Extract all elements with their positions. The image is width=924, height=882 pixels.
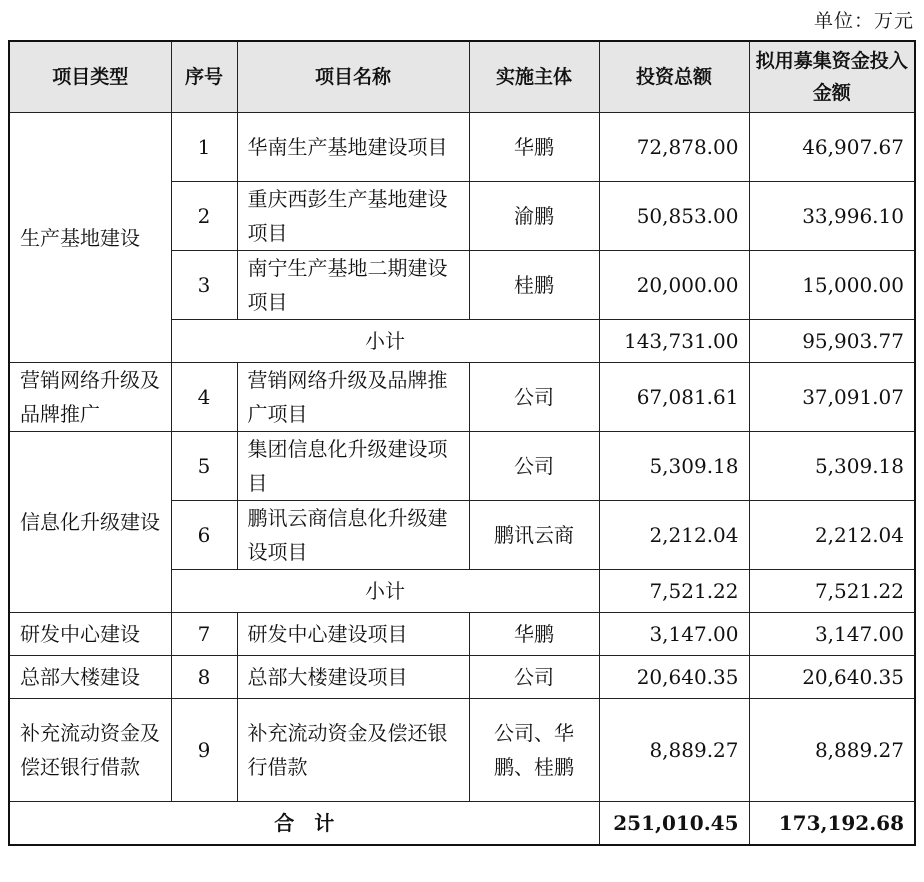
total-investment: 67,081.61: [599, 363, 749, 432]
total-investment: 8,889.27: [599, 699, 749, 802]
project-type: 补充流动资金及偿还银行借款: [9, 699, 171, 802]
raised-funds: 46,907.67: [749, 113, 915, 182]
project-name: 重庆西彭生产基地建设项目: [237, 182, 469, 251]
project-type: 研发中心建设: [9, 613, 171, 656]
raised-funds: 5,309.18: [749, 432, 915, 501]
header-entity: 实施主体: [469, 41, 599, 113]
raised-funds: 2,212.04: [749, 501, 915, 570]
subtotal-total: 7,521.22: [599, 570, 749, 613]
table-row: [9, 656, 915, 699]
raised-funds: 3,147.00: [749, 613, 915, 656]
project-name: 集团信息化升级建设项目: [237, 432, 469, 501]
subtotal-raised: 7,521.22: [749, 570, 915, 613]
project-name: 南宁生产基地二期建设项目: [237, 251, 469, 320]
project-name: 营销网络升级及品牌推广项目: [237, 363, 469, 432]
project-name: 鹏讯云商信息化升级建设项目: [237, 501, 469, 570]
table-row: [9, 699, 915, 802]
entity: 公司、华鹏、桂鹏: [469, 699, 599, 802]
header-total: 投资总额: [599, 41, 749, 113]
subtotal-total: 143,731.00: [599, 320, 749, 363]
raised-funds: 37,091.07: [749, 363, 915, 432]
subtotal-label: 小计: [171, 320, 599, 363]
raised-funds: 33,996.10: [749, 182, 915, 251]
project-name: 华南生产基地建设项目: [237, 113, 469, 182]
row-no: 9: [171, 699, 237, 802]
subtotal-label: 小计: [171, 570, 599, 613]
unit-label: 单位：万元: [813, 10, 914, 32]
project-name: 研发中心建设项目: [237, 613, 469, 656]
table-row: [9, 113, 915, 182]
row-no: 6: [171, 501, 237, 570]
raised-funds: 8,889.27: [749, 699, 915, 802]
entity: 华鹏: [469, 613, 599, 656]
project-name: 补充流动资金及偿还银行借款: [237, 699, 469, 802]
row-no: 4: [171, 363, 237, 432]
project-type: 信息化升级建设: [9, 432, 171, 613]
project-type: 营销网络升级及品牌推广: [9, 363, 171, 432]
total-investment: 5,309.18: [599, 432, 749, 501]
raised-funds: 15,000.00: [749, 251, 915, 320]
row-no: 1: [171, 113, 237, 182]
total-investment: 72,878.00: [599, 113, 749, 182]
row-no: 2: [171, 182, 237, 251]
entity: 桂鹏: [469, 251, 599, 320]
raised-funds: 20,640.35: [749, 656, 915, 699]
table-row: [9, 432, 915, 501]
row-no: 5: [171, 432, 237, 501]
table-row: [9, 363, 915, 432]
entity: 公司: [469, 432, 599, 501]
total-investment: 2,212.04: [599, 501, 749, 570]
entity: 鹏讯云商: [469, 501, 599, 570]
grand-total-row: [9, 802, 915, 846]
header-type: 项目类型: [9, 41, 171, 113]
project-name: 总部大楼建设项目: [237, 656, 469, 699]
entity: 公司: [469, 363, 599, 432]
header-no: 序号: [171, 41, 237, 113]
total-investment: 50,853.00: [599, 182, 749, 251]
entity: 公司: [469, 656, 599, 699]
grand-total-label: 合 计: [9, 802, 599, 846]
investment-table: [8, 40, 916, 846]
subtotal-raised: 95,903.77: [749, 320, 915, 363]
total-investment: 3,147.00: [599, 613, 749, 656]
grand-total-raised: 173,192.68: [749, 802, 915, 846]
row-no: 3: [171, 251, 237, 320]
header-row: [9, 41, 915, 113]
total-investment: 20,640.35: [599, 656, 749, 699]
header-raised: 拟用募集资金投入金额: [749, 41, 915, 113]
header-name: 项目名称: [237, 41, 469, 113]
entity: 渝鹏: [469, 182, 599, 251]
entity: 华鹏: [469, 113, 599, 182]
table-row: [9, 613, 915, 656]
project-type: 总部大楼建设: [9, 656, 171, 699]
row-no: 7: [171, 613, 237, 656]
grand-total-investment: 251,010.45: [599, 802, 749, 846]
project-type: 生产基地建设: [9, 113, 171, 363]
total-investment: 20,000.00: [599, 251, 749, 320]
row-no: 8: [171, 656, 237, 699]
